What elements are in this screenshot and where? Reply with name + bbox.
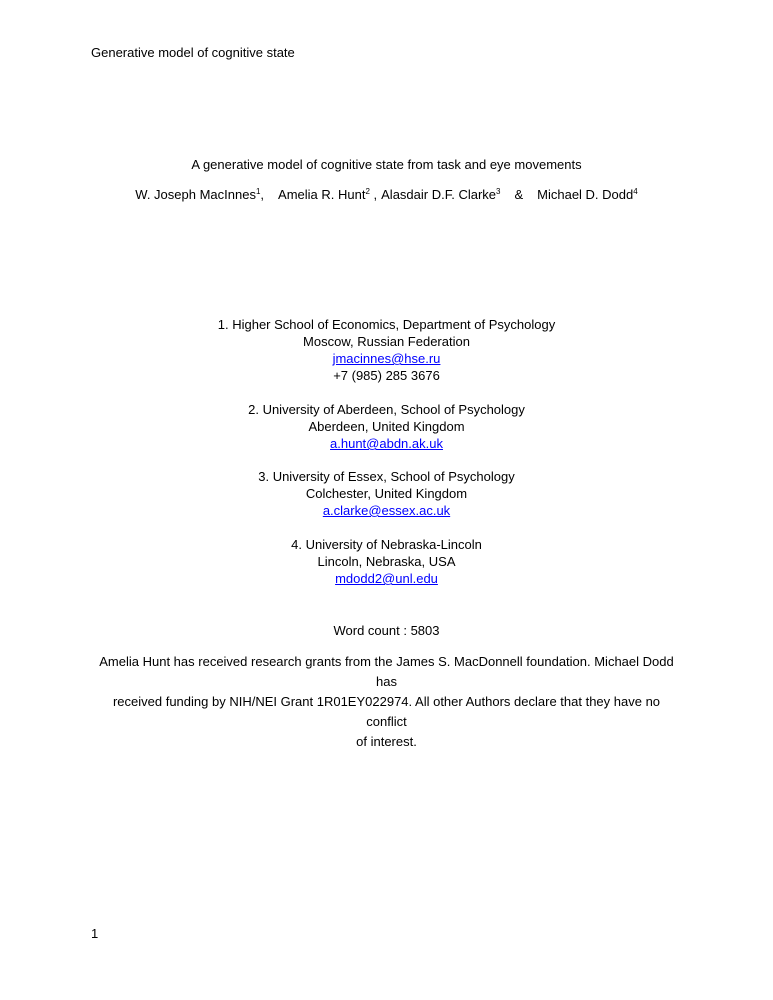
author-affiliation-mark: 3: [496, 187, 501, 196]
running-head: Generative model of cognitive state: [91, 45, 295, 60]
affiliation-1: [0, 316, 773, 384]
affiliation-location: Aberdeen, United Kingdom: [308, 419, 465, 434]
author-affiliation-mark: 2: [365, 187, 370, 196]
affiliation-institution: 4. University of Nebraska-Lincoln: [291, 537, 482, 552]
statement-line: received funding by NIH/NEI Grant 1R01EY022974. All other Authors declare that they have no conflict: [112, 694, 661, 729]
email-link[interactable]: a.hunt@abdn.ak.uk: [330, 436, 443, 451]
author-affiliation-mark: 4: [633, 187, 638, 196]
author-name: Alasdair D.F. Clarke: [381, 187, 497, 202]
conflict-of-interest-statement: [91, 652, 682, 752]
author-list: [0, 186, 773, 203]
statement-line: of interest.: [356, 734, 417, 749]
affiliation-2: [0, 401, 773, 452]
affiliation-location: Lincoln, Nebraska, USA: [317, 554, 456, 569]
affiliation-institution: 2. University of Aberdeen, School of Psychology: [248, 402, 525, 417]
author-affiliation-mark: 1: [255, 187, 261, 196]
author-name: W. Joseph MacInnes: [135, 187, 256, 202]
affiliation-location: Moscow, Russian Federation: [303, 334, 470, 349]
paper-title: A generative model of cognitive state from task and eye movements: [191, 157, 582, 172]
author-separator: ,: [260, 187, 265, 202]
statement-line: Amelia Hunt has received research grants from the James S. MacDonnell foundation. Michael Dodd has: [99, 654, 674, 689]
word-count: Word count : 5803: [333, 623, 440, 638]
ampersand: &: [514, 187, 524, 202]
affiliation-institution: 3. University of Essex, School of Psychology: [258, 469, 515, 484]
affiliation-location: Colchester, United Kingdom: [305, 486, 468, 501]
author-name: Amelia R. Hunt: [278, 187, 366, 202]
affiliation-4: [0, 536, 773, 587]
affiliation-institution: 1. Higher School of Economics, Department of Psychology: [217, 317, 556, 332]
author-separator: ,: [369, 187, 378, 202]
phone-number: +7 (985) 285 3676: [333, 368, 440, 383]
affiliation-3: [0, 468, 773, 519]
email-link[interactable]: mdodd2@unl.edu: [335, 571, 438, 586]
author-name: Michael D. Dodd: [537, 187, 634, 202]
page-number: 1: [91, 926, 99, 941]
email-link[interactable]: a.clarke@essex.ac.uk: [322, 503, 451, 518]
email-link[interactable]: jmacinnes@hse.ru: [332, 351, 441, 366]
